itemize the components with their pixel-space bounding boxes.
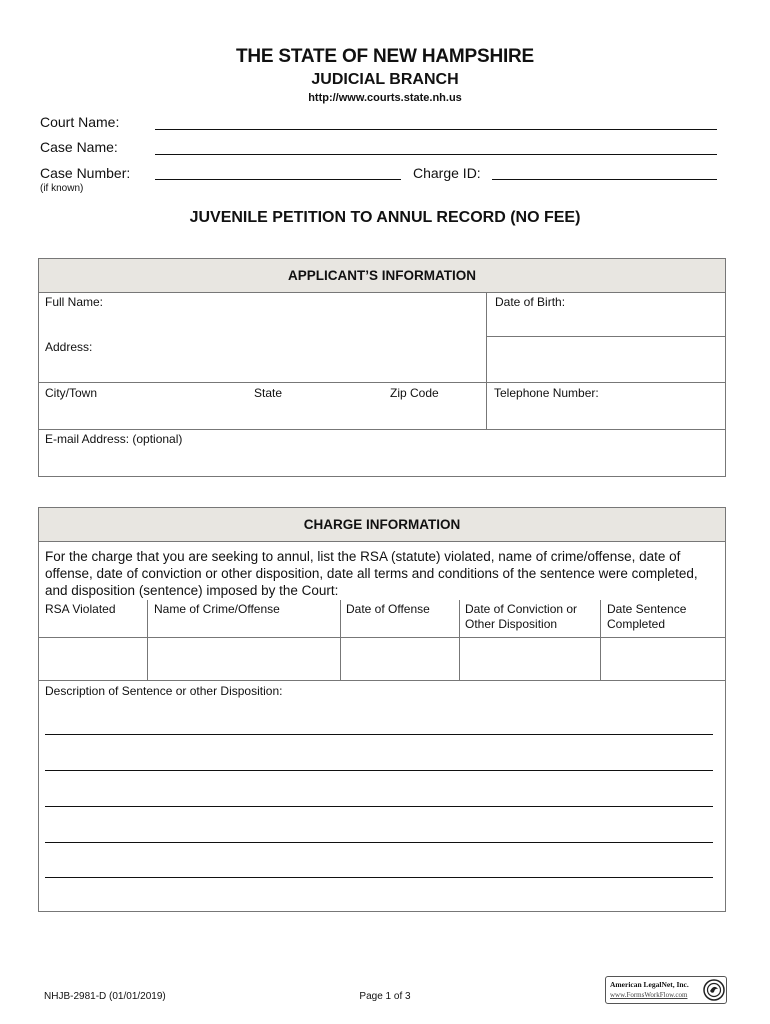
- state-title: THE STATE OF NEW HAMPSHIRE: [235, 46, 535, 67]
- description-line-4[interactable]: [45, 842, 713, 843]
- description-line-2[interactable]: [45, 770, 713, 771]
- logo-emblem-icon: [703, 979, 725, 1001]
- charge-info-heading: CHARGE INFORMATION: [303, 517, 461, 532]
- form-title: JUVENILE PETITION TO ANNUL RECORD (NO FEE): [189, 209, 581, 226]
- date-offense-input[interactable]: [341, 638, 458, 679]
- table-bottom-divider: [39, 680, 725, 681]
- col-rsa-violated: RSA Violated: [45, 602, 116, 616]
- full-name-input[interactable]: [39, 311, 485, 381]
- court-name-field[interactable]: [155, 129, 717, 130]
- city-row-divider: [39, 429, 725, 430]
- applicant-info-header: [39, 259, 725, 293]
- logo-company-name: American LegalNet, Inc.: [610, 980, 689, 989]
- col-crime-name: Name of Crime/Offense: [154, 602, 280, 616]
- if-known-note: (if known): [40, 183, 84, 194]
- case-name-label: Case Name:: [40, 139, 118, 155]
- rsa-violated-input[interactable]: [39, 638, 146, 679]
- american-legalnet-logo[interactable]: [605, 976, 727, 1004]
- logo-website: www.FormsWorkFlow.com: [610, 991, 688, 999]
- charge-id-label: Charge ID:: [413, 165, 481, 181]
- form-id: NHJB-2981-D (01/01/2019): [44, 991, 166, 1002]
- description-label: Description of Sentence or other Disposition:: [45, 684, 283, 698]
- branch-title: JUDICIAL BRANCH: [311, 71, 459, 88]
- telephone-label: Telephone Number:: [494, 386, 599, 400]
- dob-row-divider: [486, 336, 725, 337]
- col-date-conviction: Date of Conviction or Other Disposition: [465, 602, 578, 631]
- case-number-label: Case Number:: [40, 165, 131, 181]
- full-name-label: Full Name:: [45, 295, 104, 309]
- email-label: E-mail Address: (optional): [45, 432, 183, 446]
- charge-id-field[interactable]: [492, 179, 717, 180]
- applicant-info-section: [38, 258, 726, 477]
- charge-info-header: [39, 508, 725, 542]
- address-label: Address:: [45, 340, 93, 354]
- case-name-field[interactable]: [155, 154, 717, 155]
- court-name-label: Court Name:: [40, 114, 120, 130]
- dob-input[interactable]: [487, 311, 725, 335]
- page-number: Page 1 of 3: [359, 991, 411, 1002]
- charge-info-section: [38, 507, 726, 912]
- crime-name-input[interactable]: [148, 638, 339, 679]
- description-line-3[interactable]: [45, 806, 713, 807]
- email-input[interactable]: [39, 447, 725, 475]
- col-date-completed: Date Sentence Completed: [607, 602, 687, 631]
- address-row-divider: [39, 382, 725, 383]
- case-number-field[interactable]: [155, 179, 401, 180]
- col-date-offense: Date of Offense: [346, 602, 430, 616]
- description-line-5[interactable]: [45, 877, 713, 878]
- description-line-1[interactable]: [45, 734, 713, 735]
- state-label: State: [254, 386, 283, 400]
- city-town-label: City/Town: [45, 386, 98, 400]
- dob-label: Date of Birth:: [495, 295, 566, 309]
- date-completed-input[interactable]: [601, 638, 725, 679]
- charge-instructions: For the charge that you are seeking to annul, list the RSA (statute) violated, name of crime/offense, date of offense, date of conviction or other disposition, date all terms and conditions of the sentence were completed, and disposition (sentence) imposed by the Court:: [45, 549, 698, 598]
- date-conviction-input[interactable]: [460, 638, 599, 679]
- applicant-info-heading: APPLICANT’S INFORMATION: [288, 268, 476, 283]
- zip-code-label: Zip Code: [390, 386, 439, 400]
- court-url[interactable]: http://www.courts.state.nh.us: [308, 92, 462, 104]
